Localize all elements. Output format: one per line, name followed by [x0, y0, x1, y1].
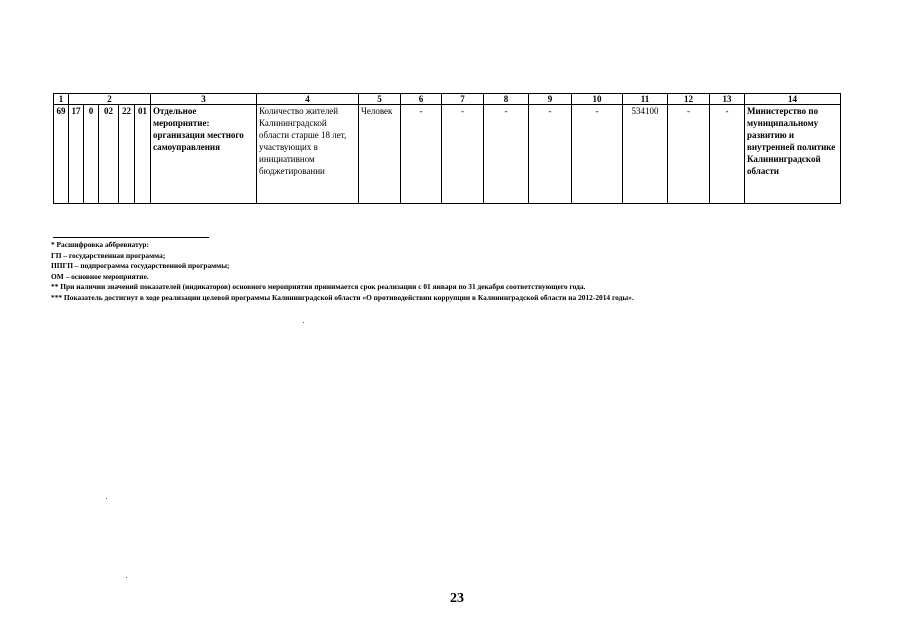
header-col-2: 2: [69, 94, 151, 105]
header-col-4: 4: [257, 94, 359, 105]
value-cell-13: -: [710, 105, 745, 204]
value-cell-10: -: [572, 105, 623, 204]
indicator-name-cell: Количество жителей Калининградской области старше 18 лет, участвующих в инициативном бюджетировании: [257, 105, 359, 204]
column-number-row: [54, 94, 841, 105]
code-cell-3: 0: [84, 105, 99, 204]
footnote-line: *** Показатель достигнут в ходе реализации целевой программы Калининградской области «О противодействии коррупции в Калининградской области на 2012-2014 годы».: [51, 292, 634, 302]
header-col-14: 14: [745, 94, 841, 105]
footnote-line: ОМ – основное мероприятие.: [51, 271, 149, 281]
page-number: 23: [450, 591, 464, 606]
footnote-line: ГП – государственная программа;: [51, 250, 166, 260]
code-cell-6: 01: [135, 105, 151, 204]
value-cell-9: -: [529, 105, 572, 204]
scan-speck: [126, 577, 127, 578]
measure-name-cell: Отдельное мероприятие: организация местного самоуправления: [151, 105, 257, 204]
header-col-5: 5: [359, 94, 401, 105]
footnote-line: ППГП – подпрограмма государственной программы;: [51, 261, 230, 270]
unit-cell: Человек: [359, 105, 401, 204]
indicators-table: [53, 93, 841, 204]
code-cell-5: 22: [119, 105, 135, 204]
table-row: [54, 105, 841, 204]
header-col-6: 6: [401, 94, 442, 105]
header-col-13: 13: [710, 94, 745, 105]
header-col-11: 11: [623, 94, 668, 105]
header-col-3: 3: [151, 94, 257, 105]
footnote-line: ** При наличии значений показателей (индикаторов) основного мероприятия принимается срок реализации с 01 января по 31 декабря соответствующего года.: [51, 282, 586, 291]
scan-speck: [106, 498, 107, 499]
responsible-executor-cell: Министерство по муниципальному развитию и внутренней политике Калининградской области: [745, 105, 841, 204]
footnote-divider: [53, 237, 209, 238]
value-cell-11: 534100: [623, 105, 668, 204]
value-cell-7: -: [442, 105, 484, 204]
value-cell-8: -: [484, 105, 529, 204]
header-col-9: 9: [529, 94, 572, 105]
value-cell-12: -: [668, 105, 710, 204]
footnotes: [51, 240, 634, 303]
code-cell-program: 69: [54, 105, 69, 204]
header-col-7: 7: [442, 94, 484, 105]
header-col-10: 10: [572, 94, 623, 105]
scan-speck: [303, 322, 304, 323]
header-col-1: 1: [54, 94, 69, 105]
code-cell-subprogram: 17: [69, 105, 84, 204]
footnote-line: * Расшифровка аббревиатур:: [51, 240, 149, 249]
header-col-8: 8: [484, 94, 529, 105]
header-col-12: 12: [668, 94, 710, 105]
value-cell-6: -: [401, 105, 442, 204]
code-cell-4: 02: [99, 105, 119, 204]
